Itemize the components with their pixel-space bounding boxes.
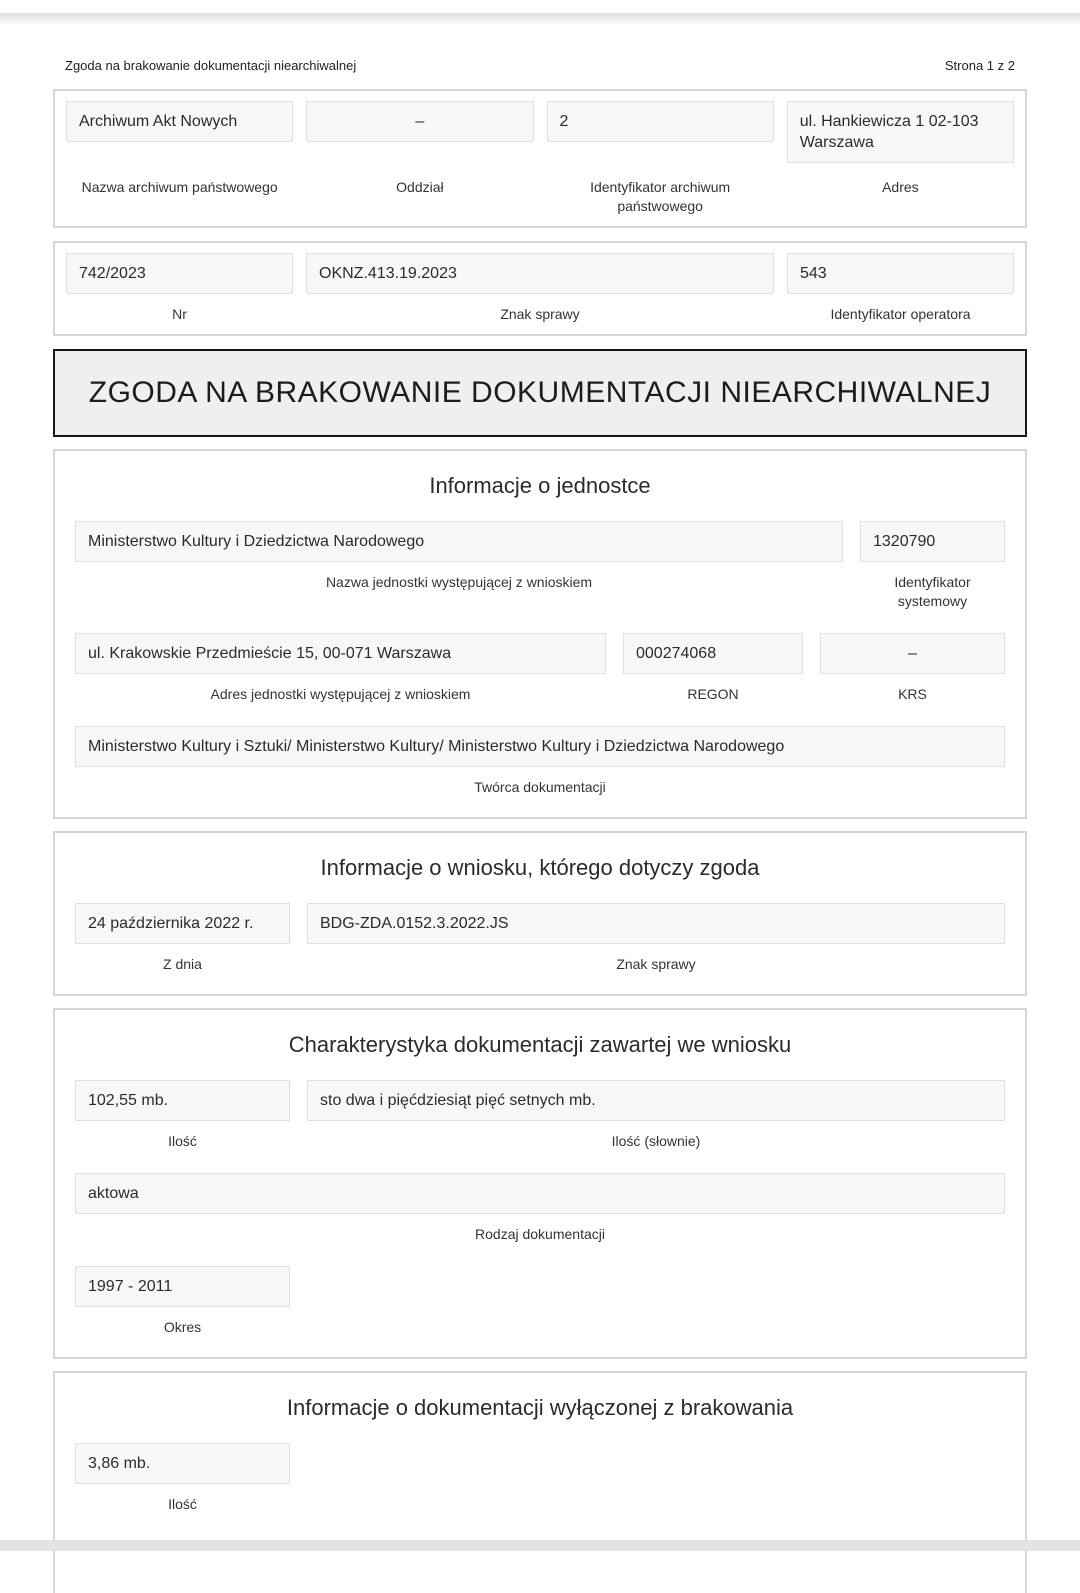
field-doc-type [75,1173,1005,1244]
characteristics-row-3 [75,1266,1005,1337]
document-header-title: Zgoda na brakowanie dokumentacji niearchiwalnej [65,58,357,73]
field-quantity-value: 102,55 mb. [75,1080,290,1121]
field-system-id-value: 1320790 [860,521,1005,562]
request-row [75,903,1005,974]
field-period-label: Okres [163,1319,202,1335]
field-archive-address [787,101,1014,216]
field-system-id [860,521,1005,611]
archive-fields-row [66,101,1014,216]
section-excluded [53,1371,1027,1593]
field-case-sign-value: OKNZ.413.19.2023 [306,253,774,294]
section-characteristics [53,1008,1027,1359]
field-krs [820,633,1005,704]
field-archive-id-label: Identyfikator archiwum państwowego [590,179,731,214]
field-archive-address-slot [787,101,1014,167]
field-branch-value: – [306,101,533,142]
field-operator-id-value: 543 [787,253,1014,294]
unit-row-3 [75,726,1005,797]
field-archive-name-label: Nazwa archiwum państwowego [81,179,278,195]
field-request-date [75,903,290,974]
field-archive-address-value: ul. Hankiewicza 1 02-103 Warszawa [787,101,1014,163]
excluded-row [75,1443,1005,1514]
field-system-id-label: Identyfikator systemowy [894,574,971,609]
field-quantity-label: Ilość [168,1133,197,1149]
characteristics-row-2 [75,1173,1005,1244]
field-regon-value: 000274068 [623,633,803,674]
field-archive-id-value: 2 [547,101,774,142]
case-fields-row [66,253,1014,324]
field-operator-id-label: Identyfikator operatora [830,306,971,322]
field-quantity-words [307,1080,1005,1151]
page-number-indicator: Strona 1 z 2 [944,58,1015,73]
field-unit-name-value: Ministerstwo Kultury i Dziedzictwa Narodowego [75,521,843,562]
field-request-case-sign-label: Znak sprawy [616,956,696,972]
field-period-value: 1997 - 2011 [75,1266,290,1307]
field-quantity [75,1080,290,1151]
field-case-sign [306,253,774,324]
field-archive-name [66,101,293,216]
field-branch-slot [306,101,533,167]
field-regon-label: REGON [687,686,739,702]
field-unit-address-value: ul. Krakowskie Przedmieście 15, 00-071 Warszawa [75,633,606,674]
field-request-case-sign-value: BDG-ZDA.0152.3.2022.JS [307,903,1005,944]
section-characteristics-heading: Charakterystyka dokumentacji zawartej we wniosku [288,1032,792,1057]
field-regon [623,633,803,704]
field-creator [75,726,1005,797]
field-operator-id [787,253,1014,324]
field-archive-id-slot [547,101,774,167]
field-unit-address [75,633,606,704]
field-number-label: Nr [172,306,187,322]
field-excluded-quantity [75,1443,290,1514]
viewer-page-gap [0,1540,1080,1551]
field-archive-name-value: Archiwum Akt Nowych [66,101,293,142]
field-excluded-quantity-label: Ilość [168,1496,197,1512]
archive-info-box [53,89,1027,228]
field-number-value: 742/2023 [66,253,293,294]
field-unit-name [75,521,843,611]
field-unit-name-label: Nazwa jednostki występującej z wnioskiem [325,574,593,590]
unit-row-2 [75,633,1005,704]
unit-row-1 [75,521,1005,611]
field-excluded-quantity-value: 3,86 mb. [75,1443,290,1484]
field-period [75,1266,290,1337]
section-unit-info [53,449,1027,819]
field-unit-address-label: Adres jednostki występującej z wnioskiem [210,686,471,702]
field-doc-type-label: Rodzaj dokumentacji [475,1226,605,1242]
field-archive-id [547,101,774,216]
field-branch [306,101,533,216]
field-archive-address-label: Adres [882,179,919,195]
field-creator-label: Twórca dokumentacji [474,779,606,795]
section-unit-heading: Informacje o jednostce [429,473,651,498]
field-number [66,253,293,324]
case-info-box [53,241,1027,336]
document-header [53,0,1027,73]
field-request-date-value: 24 października 2022 r. [75,903,290,944]
field-krs-label: KRS [898,686,927,702]
field-doc-type-value: aktowa [75,1173,1005,1214]
section-request-heading: Informacje o wniosku, którego dotyczy zgoda [320,855,760,880]
document-title: ZGODA NA BRAKOWANIE DOKUMENTACJI NIEARCHIWALNEJ [53,349,1027,437]
field-request-case-sign [307,903,1005,974]
characteristics-row-1 [75,1080,1005,1151]
field-quantity-words-label: Ilość (słownie) [611,1133,701,1149]
field-branch-label: Oddział [396,179,444,195]
field-request-date-label: Z dnia [163,956,202,972]
field-creator-value: Ministerstwo Kultury i Sztuki/ Ministerstwo Kultury/ Ministerstwo Kultury i Dziedzictwa Narodowego [75,726,1005,767]
section-request-info [53,831,1027,996]
section-excluded-heading: Informacje o dokumentacji wyłączonej z brakowania [286,1395,794,1420]
field-krs-value: – [820,633,1005,674]
field-archive-name-slot [66,101,293,167]
field-quantity-words-value: sto dwa i pięćdziesiąt pięć setnych mb. [307,1080,1005,1121]
field-case-sign-label: Znak sprawy [500,306,580,322]
